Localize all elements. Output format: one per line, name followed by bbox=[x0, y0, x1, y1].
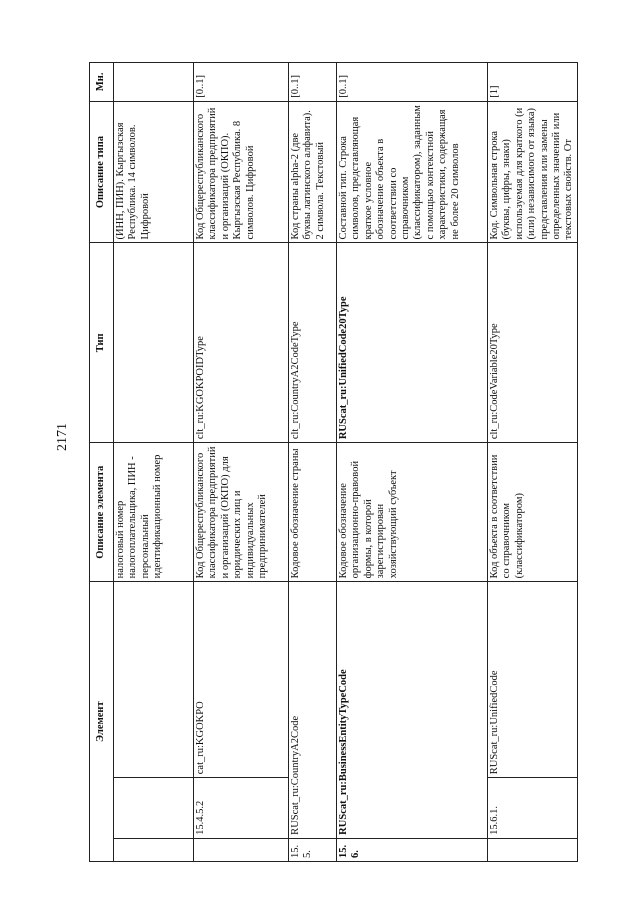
table-row bbox=[337, 63, 488, 862]
row-type bbox=[114, 243, 194, 443]
row-element: RUScat_ru:BusinessEntityTypeCode bbox=[337, 582, 488, 838]
table-header-row bbox=[90, 63, 114, 862]
row-num bbox=[114, 838, 194, 861]
table-row bbox=[488, 63, 578, 862]
table-row bbox=[114, 63, 194, 862]
header-type-description: Описание типа bbox=[90, 101, 114, 243]
header-element-description: Описание элемента bbox=[90, 443, 114, 582]
row-type-description: (ИНН, ПИН). Кыргызская Республика. 14 символов. Цифровой bbox=[114, 101, 194, 243]
header-type: Тип bbox=[90, 243, 114, 443]
row-subnum: 15.4.5.2 bbox=[194, 778, 289, 839]
row-type-description: Код. Символьная строка (буквы, цифры, знаки) используемая для краткого (и (или) независимого от языка) представления или замены определенных значений или текстовых свойств. От bbox=[488, 101, 578, 243]
row-type: clt_ru:KGOKPOIDType bbox=[194, 243, 289, 443]
row-subnum bbox=[114, 778, 194, 839]
row-multiplicity: [0..1] bbox=[337, 63, 488, 102]
header-element: Элемент bbox=[90, 582, 114, 862]
row-type-description: Код страны alpha-2 (две буквы латинского алфавита). 2 символа. Текстовый bbox=[289, 101, 337, 243]
table-row bbox=[194, 63, 289, 862]
row-element-description: Кодовое обозначение страны bbox=[289, 443, 337, 582]
row-multiplicity bbox=[114, 63, 194, 102]
row-type-description: Код Общереспубликанского классификатора предприятий и организаций (ОКПО). Кыргызская Республика. 8 символов. Цифровой bbox=[194, 101, 289, 243]
row-multiplicity: [0..1] bbox=[289, 63, 337, 102]
row-element: RUScat_ru:CountryA2Code bbox=[289, 582, 337, 838]
row-element bbox=[114, 582, 194, 778]
page-number: 2171 bbox=[55, 423, 70, 451]
row-element-description: Кодовое обозначение организационно-правовой формы, в которой зарегистрирован хозяйствующий субъект bbox=[337, 443, 488, 582]
row-element-description: Код объекта в соответствии со справочником (классификатором) bbox=[488, 443, 578, 582]
row-element-description: Код Общереспубликанского классификатора предприятий и организаций (ОКПО) для юридических лиц и индивидуальных предпринимателей bbox=[194, 443, 289, 582]
row-type: RUScat_ru:UnifiedCode20Type bbox=[337, 243, 488, 443]
row-num: 15.6. bbox=[337, 838, 488, 861]
rotated-table-container bbox=[89, 62, 575, 862]
element-table bbox=[89, 62, 578, 862]
row-type-description: Составной тип. Строка символов, представляющая краткое условное обозначение объекта в соответствии со справочником (классификатором), заданным с помощью контекстной характеристики, содержащая не более 20 символов bbox=[337, 101, 488, 243]
row-multiplicity: [1] bbox=[488, 63, 578, 102]
row-element: cat_ru:KGOKPO bbox=[194, 582, 289, 778]
row-type: clt_ru:CodeVariable20Type bbox=[488, 243, 578, 443]
row-type: clt_ru:CountryA2CodeType bbox=[289, 243, 337, 443]
row-num bbox=[194, 838, 289, 861]
row-num: 15.5. bbox=[289, 838, 337, 861]
header-multiplicity: Мн. bbox=[90, 63, 114, 102]
row-element: RUScat_ru:UnifiedCode bbox=[488, 582, 578, 778]
row-element-description: налоговый номер налогоплательщика, ПИН - персональный идентификационный номер bbox=[114, 443, 194, 582]
row-multiplicity: [0..1] bbox=[194, 63, 289, 102]
table-row bbox=[289, 63, 337, 862]
row-subnum: 15.6.1. bbox=[488, 778, 578, 839]
row-num bbox=[488, 838, 578, 861]
